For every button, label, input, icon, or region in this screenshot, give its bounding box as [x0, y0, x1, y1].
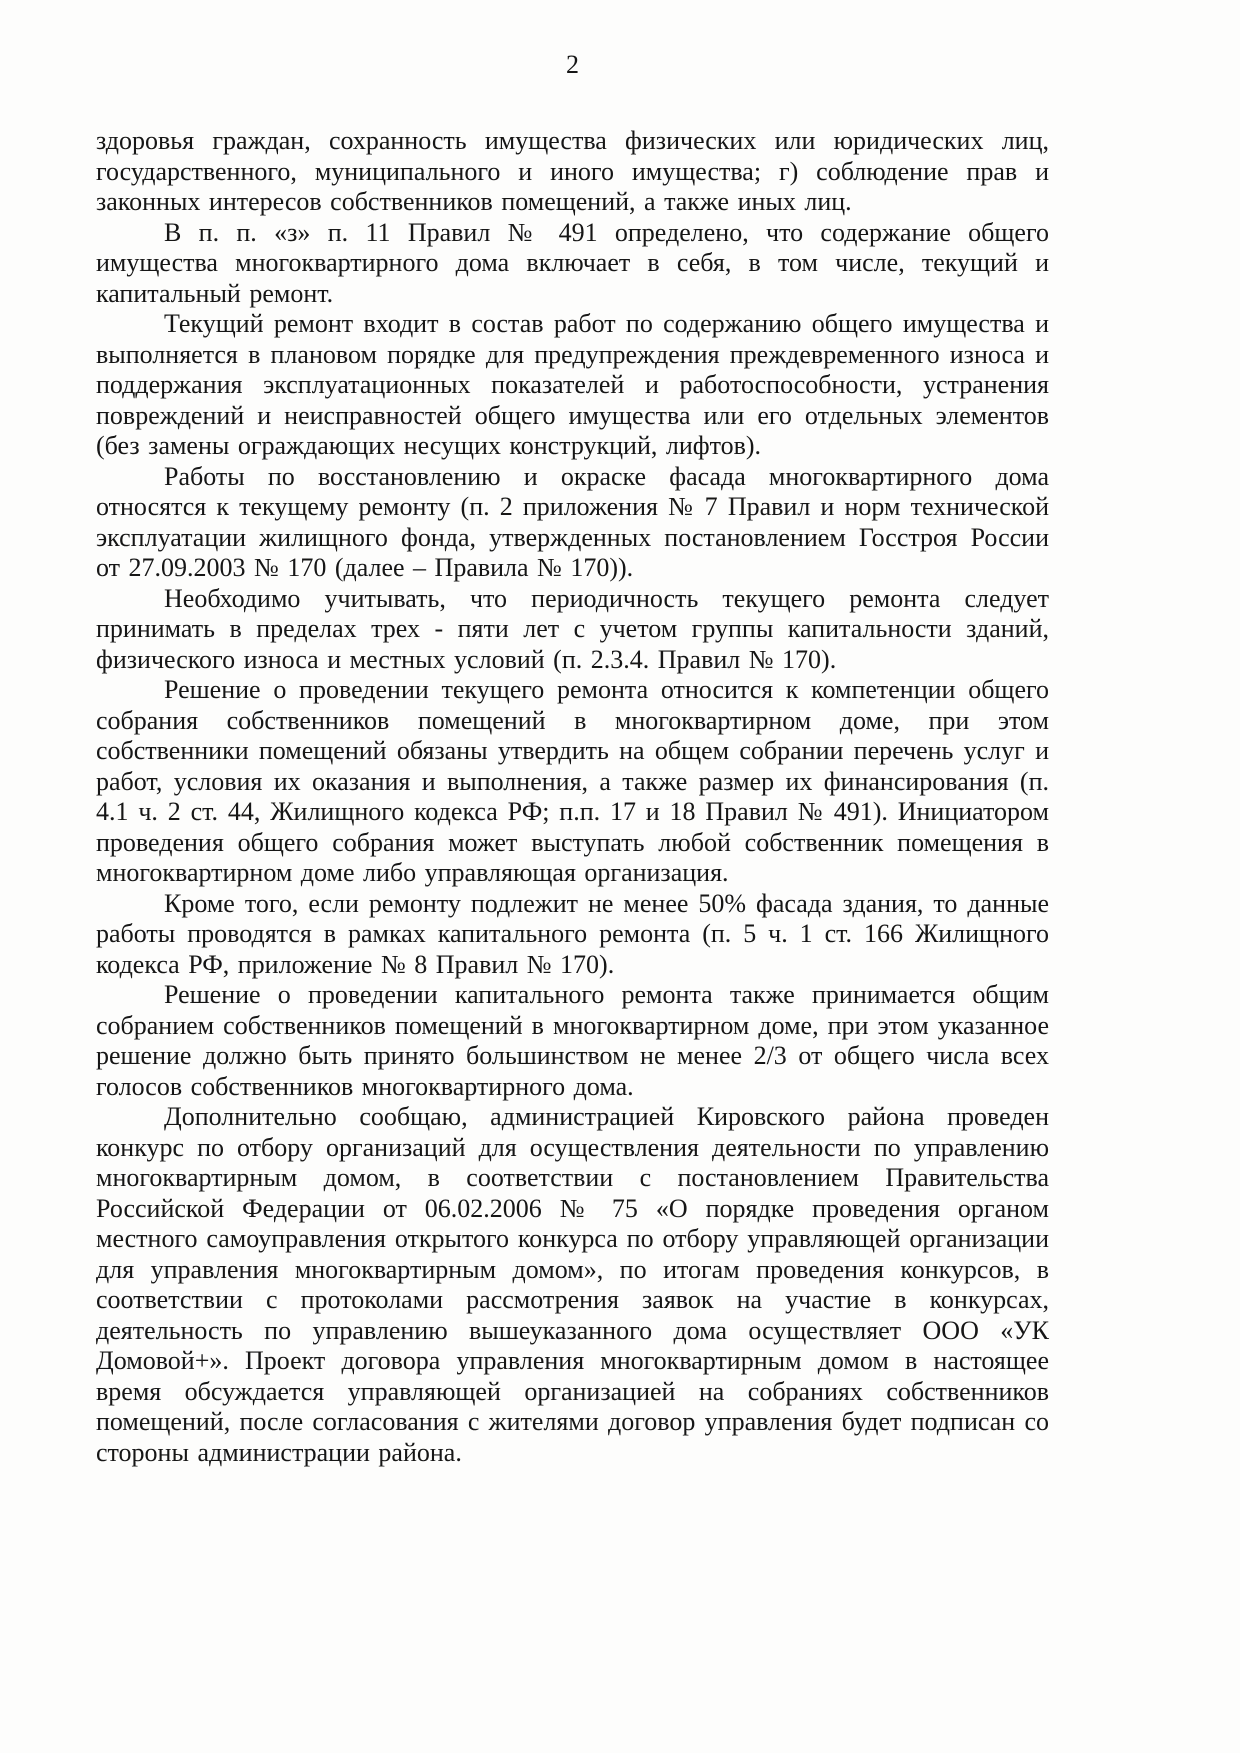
paragraph: Необходимо учитывать, что периодичность текущего ремонта следует принимать в пределах трех - пяти лет с учетом группы капитальности зданий, физического износа и местных условий (п. 2.3.4. Правил № 170).: [96, 583, 1049, 674]
document-body: [96, 126, 1049, 1468]
paragraph: В п. п. «з» п. 11 Правил № 491 определено, что содержание общего имущества многоквартирного дома включает в себя, в том числе, текущий и капитальный ремонт.: [96, 217, 1049, 308]
paragraph: Дополнительно сообщаю, администрацией Кировского района проведен конкурс по отбору организаций для осуществления деятельности по управлению многоквартирным домом, в соответствии с постановлением Правительства Российской Федерации от 06.02.2006 № 75 «О порядке проведения органом местного самоуправления открытого конкурса по отбору управляющей организации для управления многоквартирным домом», по итогам проведения конкурсов, в соответствии с протоколами рассмотрения заявок на участие в конкурсах, деятельность по управлению вышеуказанного дома осуществляет ООО «УК Домовой+». Проект договора управления многоквартирным домом в настоящее время обсуждается управляющей организацией на собраниях собственников помещений, после согласования с жителями договор управления будет подписан со стороны администрации района.: [96, 1102, 1049, 1467]
paragraph: Кроме того, если ремонту подлежит не менее 50% фасада здания, то данные работы проводятся в рамках капитального ремонта (п. 5 ч. 1 ст. 166 Жилищного кодекса РФ, приложение № 8 Правил № 170).: [96, 888, 1049, 979]
paragraph-continuation: здоровья граждан, сохранность имущества физических или юридических лиц, государственного, муниципального и иного имущества; г) соблюдение прав и законных интересов собственников помещений, а также иных лиц.: [96, 126, 1049, 216]
paragraph: Решение о проведении капитального ремонта также принимается общим собранием собственников помещений в многоквартирном доме, при этом указанное решение должно быть принято большинством не менее 2/3 от общего числа всех голосов собственников многоквартирного дома.: [96, 980, 1049, 1101]
paragraph: Решение о проведении текущего ремонта относится к компетенции общего собрания собственников помещений в многоквартирном доме, при этом собственники помещений обязаны утвердить на общем собрании перечень услуг и работ, условия их оказания и выполнения, а также размер их финансирования (п. 4.1 ч. 2 ст. 44, Жилищного кодекса РФ; п.п. 17 и 18 Правил № 491). Инициатором проведения общего собрания может выступать любой собственник помещения в многоквартирном доме либо управляющая организация.: [96, 675, 1049, 887]
paragraph: Работы по восстановлению и окраске фасада многоквартирного дома относятся к текущему ремонту (п. 2 приложения № 7 Правил и норм технической эксплуатации жилищного фонда, утвержденных постановлением Госстроя России от 27.09.2003 № 170 (далее – Правила № 170)).: [96, 461, 1049, 582]
page-number: 2: [566, 50, 579, 79]
paragraph: Текущий ремонт входит в состав работ по содержанию общего имущества и выполняется в плановом порядке для предупреждения преждевременного износа и поддержания эксплуатационных показателей и работоспособности, устранения повреждений и неисправностей общего имущества или его отдельных элементов (без замены ограждающих несущих конструкций, лифтов).: [96, 309, 1049, 460]
